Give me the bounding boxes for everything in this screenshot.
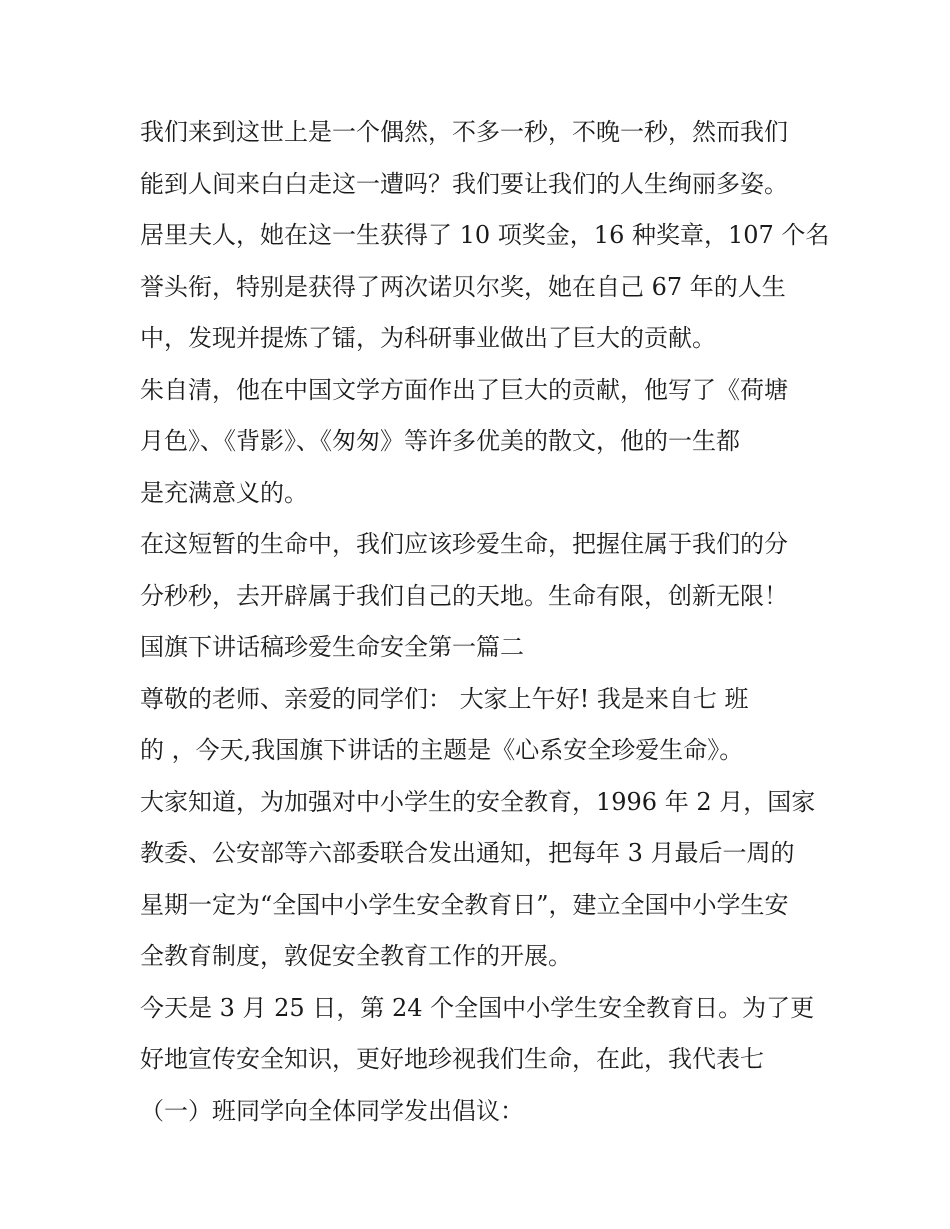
text-line: 在这短暂的生命中，我们应该珍爱生命，把握住属于我们的分: [140, 530, 788, 558]
text-line: 月色》、《背影》、《匆匆》等许多优美的散文，他的一生都: [140, 427, 740, 455]
text-line: 是充满意义的。: [140, 478, 308, 507]
text-line: 全教育制度，敦促安全教育工作的开展。: [140, 942, 572, 970]
text-line: 誉头衔，特别是获得了两次诺贝尔奖，她在自己 67 年的人生: [140, 272, 786, 301]
text-line: 好地宣传安全知识，更好地珍视我们生命，在此，我代表七: [140, 1045, 764, 1073]
text-line: 中，发现并提炼了镭，为科研事业做出了巨大的贡献。: [140, 324, 716, 352]
text-line: 的 ，今天,我国旗下讲话的主题是《心系安全珍爱生命》。: [140, 736, 744, 764]
section-heading: 国旗下讲话稿珍爱生命安全第一篇二: [140, 633, 524, 661]
text-line: 分秒秒，去开辟属于我们自己的天地。生命有限，创新无限！: [140, 581, 788, 610]
text-line: （一）班同学向全体同学发出倡议：: [140, 1096, 524, 1125]
text-line: 能到人间来白白走这一遭吗？我们要让我们的人生绚丽多姿。: [140, 169, 788, 198]
text-line: 尊敬的老师、亲爱的同学们： 大家上午好! 我是来自七 班: [140, 684, 749, 713]
text-line: 朱自清，他在中国文学方面作出了巨大的贡献，他写了《荷塘: [140, 375, 788, 404]
document-body: [140, 107, 830, 1137]
text-line: 我们来到这世上是一个偶然，不多一秒，不晚一秒，然而我们: [140, 118, 788, 146]
text-line: 星期一定为“全国中小学生安全教育日”，建立全国中小学生安: [140, 890, 789, 919]
text-line: 居里夫人，她在这一生获得了 10 项奖金，16 种奖章，107 个名: [140, 221, 830, 249]
text-line: 教委、公安部等六部委联合发出通知，把每年 3 月最后一周的: [140, 839, 795, 867]
text-line: 今天是 3 月 25 日，第 24 个全国中小学生安全教育日。为了更: [140, 993, 815, 1022]
text-line: 大家知道，为加强对中小学生的安全教育，1996 年 2 月，国家: [140, 787, 816, 816]
